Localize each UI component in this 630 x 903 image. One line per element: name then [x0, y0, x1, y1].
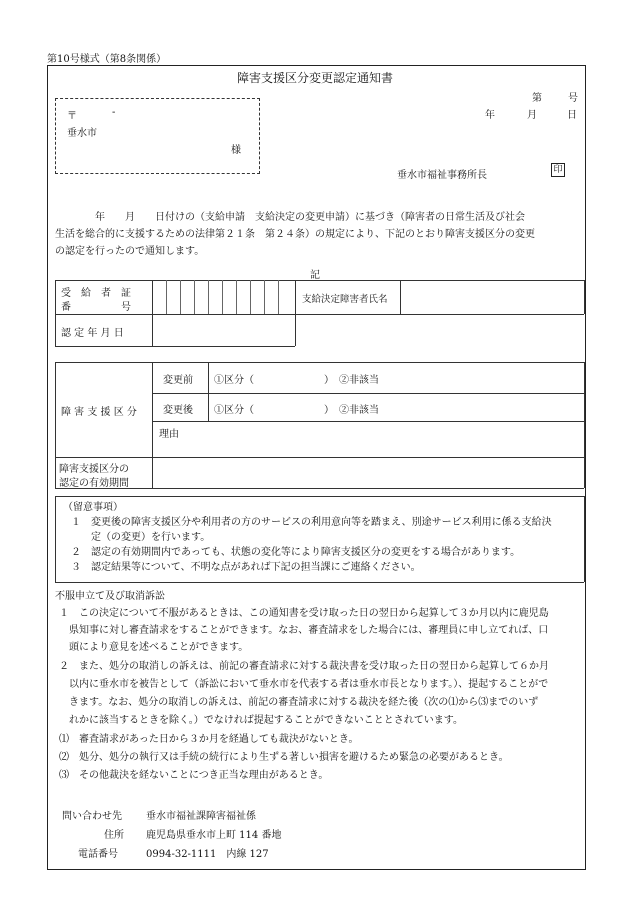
date-month: 月 — [527, 110, 537, 121]
issuer-name: 垂水市福祉事務所長 — [397, 170, 487, 181]
appeal-line-3: 頭により意見を述べることができます。 — [59, 642, 249, 653]
appeal-line-2: 県知事に対し審査請求をすることができます。なお、審査請求をした場合には、審理員に申し立てれば、口 — [59, 625, 549, 636]
after-value: ①区分（ ） ②非該当 — [214, 405, 379, 416]
phone-label: 電話番号 — [78, 849, 118, 860]
appeal-line-9: ⑵ 処分、処分の執行又は手続の続行により生ずる著しい損害を避けるため緊急の必要があるとき。 — [59, 752, 509, 763]
appeal-line-10: ⑶ その他裁決を経ないことにつき正当な理由があるとき。 — [59, 770, 329, 781]
phone-value: 0994-32-1111 内線 127 — [146, 849, 269, 860]
addressee-sama: 様 — [231, 145, 241, 156]
body-line-2: 生活を総合的に支援するための法律第２１条 第２４条）の規定により、下記のとおり障害支援区分の変更 — [55, 229, 535, 240]
postal-mark: 〒 — [67, 111, 77, 122]
appeal-line-1: １ この決定について不服があるときは、この通知書を受け取った日の翌日から起算して３か月以内に鹿児島 — [59, 608, 549, 619]
before-label: 変更前 — [163, 375, 193, 386]
body-line-1: 年 月 日付けの（支給申請 支給決定の変更申請）に基づき（障害者の日常生活及び社会 — [55, 212, 525, 223]
doc-number-dai: 第 — [532, 93, 542, 104]
before-value: ①区分（ ） ②非該当 — [214, 375, 379, 386]
seal-stamp: 印 — [551, 163, 565, 177]
recipient-no-label-2: 番 号 — [61, 302, 131, 313]
address-value: 鹿児島県垂水市上町 114 番地 — [146, 830, 282, 841]
notes-line-2: 定（の変更）を行います。 — [71, 532, 211, 543]
notes-line-4: ３ 認定結果等について、不明な点があれば下記の担当課にご連絡ください。 — [71, 562, 421, 573]
appeal-line-7: れかに該当するときを除く。）でなければ提起することができないこととされています。 — [59, 715, 463, 726]
recipient-name-label: 支給決定障害者氏名 — [302, 294, 388, 305]
ki-heading: 記 — [310, 270, 320, 281]
appeal-line-5: 以内に垂水市を被告として（訴訟において垂水市を代表する者は垂水市長となります。）、提起することがで — [59, 679, 549, 690]
doc-number-go: 号 — [568, 93, 578, 104]
category-label: 障 害 支 援 区 分 — [61, 407, 137, 418]
date-day: 日 — [567, 110, 577, 121]
address-label: 住所 — [104, 830, 124, 841]
inquiry-value: 垂水市福祉課障害福祉係 — [146, 811, 256, 822]
address-city: 垂水市 — [67, 128, 97, 139]
postal-dash: - — [112, 107, 116, 118]
appeal-line-4: ２ また、処分の取消しの訴えは、前記の審査請求に対する裁決書を受け取った日の翌日から起算して６か月 — [59, 661, 549, 672]
appeal-line-8: ⑴ 審査請求があった日から３か月を経過しても裁決がないとき。 — [59, 734, 359, 745]
notes-line-3: ２ 認定の有効期間内であっても、状態の変化等により障害支援区分の変更をする場合があります。 — [71, 547, 521, 558]
after-label: 変更後 — [163, 405, 193, 416]
recipient-no-label-1: 受 給 者 証 — [61, 288, 131, 299]
document-title: 障害支援区分変更認定通知書 — [236, 71, 393, 85]
cert-date-label: 認 定 年 月 日 — [61, 328, 124, 339]
appeal-heading: 不服申立て及び取消訴訟 — [55, 591, 165, 602]
appeal-line-6: きます。なお、処分の取消しの訴えは、前記の審査請求に対する裁決を経た後（次の⑴から⑶までのいず — [59, 697, 539, 708]
notes-line-1: １ 変更後の障害支援区分や利用者の方のサービスの利用意向等を踏まえ、別途サービス利用に係る支給決 — [71, 517, 552, 528]
body-line-3: の認定を行ったので通知します。 — [55, 246, 205, 257]
form-number: 第10号様式（第8条関係） — [47, 54, 167, 65]
inquiry-label: 問い合わせ先 — [62, 811, 122, 822]
period-label-2: 認定の有効期間 — [59, 478, 129, 489]
period-label-1: 障害支援区分の — [59, 464, 129, 475]
reason-label: 理由 — [159, 429, 179, 440]
notes-heading: （留意事項） — [63, 502, 123, 513]
date-year: 年 — [485, 110, 495, 121]
